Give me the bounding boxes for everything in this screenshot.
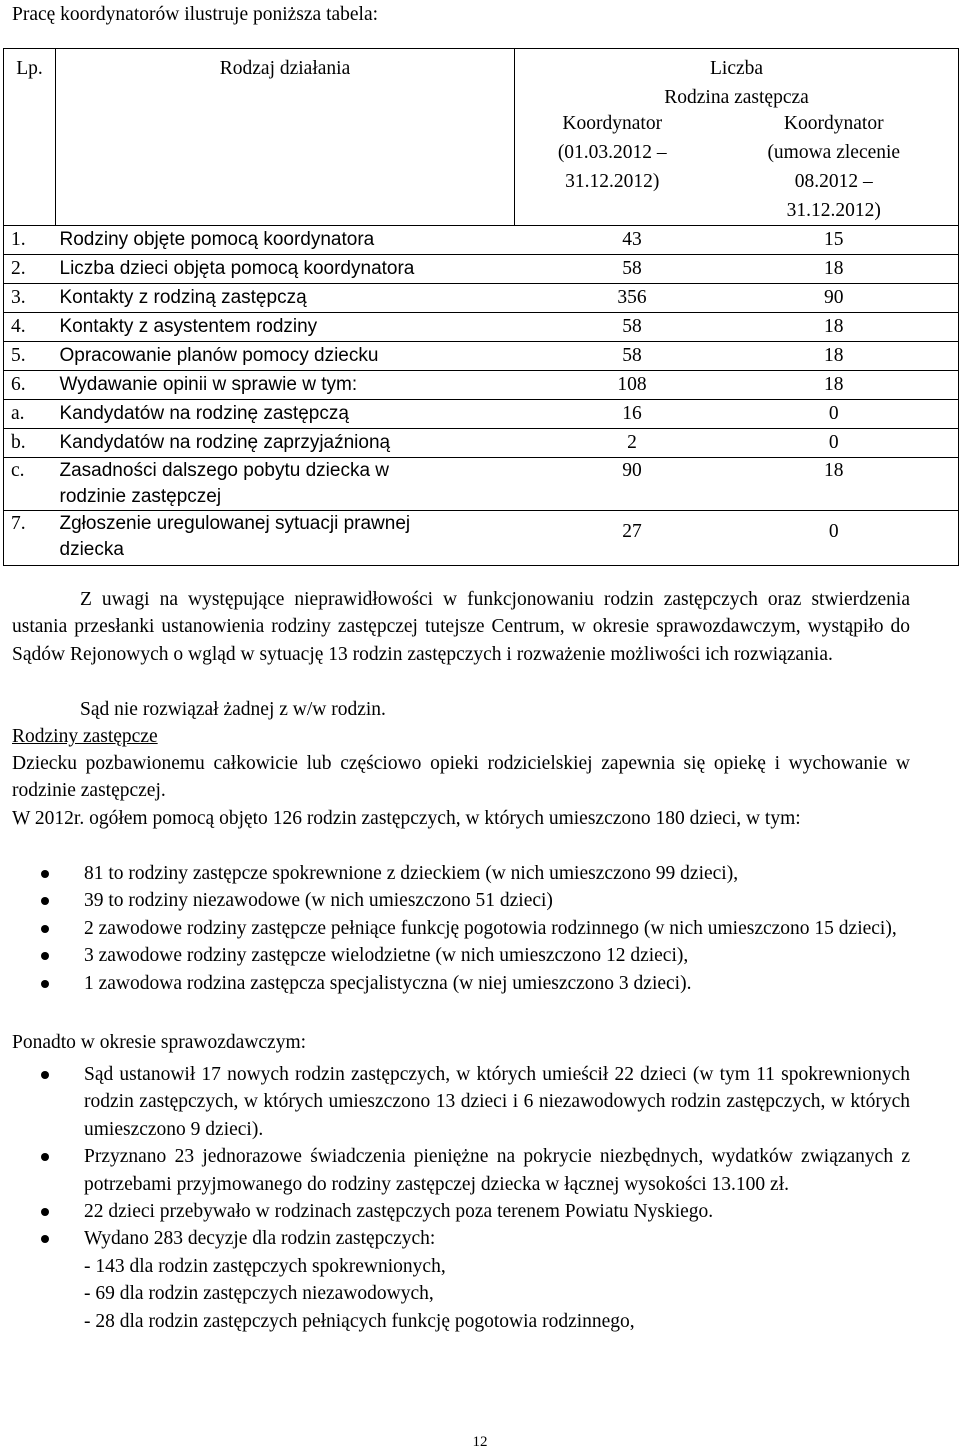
list-item: 22 dzieci przebywało w rodzinach zastępczych poza terenem Powiatu Nyskiego. — [12, 1198, 910, 1225]
header-rodzina: Rodzina zastępcza — [515, 87, 959, 109]
row-value-2: 18 — [710, 371, 959, 400]
row-lp: 4. — [4, 313, 56, 342]
row-lp: b. — [4, 429, 56, 458]
row-lp: a. — [4, 400, 56, 429]
row-value-2: 90 — [710, 284, 959, 313]
row-label: Opracowanie planów pomocy dziecku — [56, 342, 515, 371]
row-lp: c. — [4, 458, 56, 511]
header-koordynator-2: Koordynator (umowa zlecenie 08.2012 – 31.12.2012) — [710, 109, 959, 225]
list-item: Sąd ustanowił 17 nowych rodzin zastępczych, w których umieścił 22 dzieci (w tym 11 spokrewnionych rodzin zastępczych, w których umieszczono 13 dzieci i 6 niezawodowych rodzin zastępczych, w których umieszczono 9 dzieci). — [12, 1061, 910, 1143]
period-events-list — [12, 1061, 910, 1335]
list-item: 3 zawodowe rodziny zastępcze wielodzietne (w nich umieszczono 12 dzieci), — [12, 942, 910, 969]
list-item: 1 zawodowa rodzina zastępcza specjalistyczna (w niej umieszczono 3 dzieci). — [12, 970, 910, 997]
row-label: Liczba dzieci objęta pomocą koordynatora — [56, 255, 515, 284]
row-value-1: 108 — [515, 371, 710, 400]
row-lp: 7. — [4, 511, 56, 566]
bullet-icon — [41, 925, 49, 933]
family-types-list — [12, 860, 910, 997]
row-value-2: 15 — [710, 226, 959, 255]
row-value-1: 27 — [515, 511, 710, 566]
table-row — [4, 226, 959, 255]
table-row — [4, 313, 959, 342]
row-value-1: 58 — [515, 313, 710, 342]
row-value-1: 58 — [515, 342, 710, 371]
header-lp: Lp. — [4, 49, 56, 226]
row-lp: 2. — [4, 255, 56, 284]
bullet-icon — [41, 1153, 49, 1161]
row-lp: 6. — [4, 371, 56, 400]
bullet-icon — [41, 952, 49, 960]
row-value-2: 18 — [710, 255, 959, 284]
table-row — [4, 342, 959, 371]
row-value-2: 0 — [710, 400, 959, 429]
row-label: Kandydatów na rodzinę zaprzyjaźnioną — [56, 429, 515, 458]
row-value-2: 0 — [710, 429, 959, 458]
list-item: Przyznano 23 jednorazowe świadczenia pieniężne na pokrycie niezbędnych, wydatków związanych z potrzebami przyjmowanego do rodziny zastępczej dziecka w łącznej wysokości 13.100 zł. — [12, 1143, 910, 1198]
row-label: Zgłoszenie uregulowanej sytuacji prawnej dziecka — [56, 511, 515, 566]
table-row — [4, 284, 959, 313]
header-rodzaj: Rodzaj działania — [56, 49, 515, 226]
bullet-icon — [41, 1071, 49, 1079]
bullet-icon — [41, 897, 49, 905]
bullet-icon — [41, 1235, 49, 1243]
table-row — [4, 400, 959, 429]
paragraph-sad: Sąd nie rozwiązał żadnej z w/w rodzin. — [80, 699, 386, 720]
row-label: Kontakty z asystentem rodziny — [56, 313, 515, 342]
row-label: Kandydatów na rodzinę zastępczą — [56, 400, 515, 429]
row-value-1: 356 — [515, 284, 710, 313]
row-label: Rodziny objęte pomocą koordynatora — [56, 226, 515, 255]
row-value-1: 58 — [515, 255, 710, 284]
row-value-2: 18 — [710, 342, 959, 371]
decision-subitem: - 28 dla rodzin zastępczych pełniących funkcję pogotowia rodzinnego, — [84, 1310, 635, 1332]
row-lp: 3. — [4, 284, 56, 313]
decision-subitem: - 69 dla rodzin zastępczych niezawodowych, — [84, 1283, 434, 1305]
list-item: 39 to rodziny niezawodowe (w nich umieszczono 51 dzieci) — [12, 887, 910, 914]
table-header-row — [4, 49, 959, 88]
paragraph-summary: W 2012r. ogółem pomocą objęto 126 rodzin zastępczych, w których umieszczono 180 dzieci, w tym: — [12, 808, 801, 829]
table-row — [4, 255, 959, 284]
row-label: Zasadności dalszego pobytu dziecka w rodzinie zastępczej — [56, 458, 515, 511]
bullet-icon — [41, 870, 49, 878]
table-row — [4, 429, 959, 458]
row-lp: 5. — [4, 342, 56, 371]
paragraph-nieprawidlowosci: Z uwagi na występujące nieprawidłowości w funkcjonowaniu rodzin zastępczych oraz stwierdzenia ustania przesłanki ustanowienia rodziny zastępczej tutejsze Centrum, w okresie sprawozdawczym, wystąpiło do Sądów Rejonowych o wgląd w sytuację 13 rodzin zastępczych i rozważenie możliwości ich rozwiązania. — [12, 589, 910, 665]
intro-text: Pracę koordynatorów ilustruje poniższa tabela: — [12, 4, 379, 25]
row-value-1: 43 — [515, 226, 710, 255]
list-item: 2 zawodowe rodziny zastępcze pełniące funkcję pogotowia rodzinnego (w nich umieszczono 15 dzieci), — [12, 915, 910, 942]
paragraph-ponadto: Ponadto w okresie sprawozdawczym: — [12, 1032, 307, 1053]
row-lp: 1. — [4, 226, 56, 255]
header-koordynator-1: Koordynator (01.03.2012 – 31.12.2012) — [557, 113, 667, 192]
coordinator-table — [3, 48, 959, 566]
row-value-2: 18 — [710, 458, 959, 511]
decision-subitem: - 143 dla rodzin zastępczych spokrewnionych, — [84, 1255, 446, 1277]
paragraph-definition: Dziecku pozbawionemu całkowicie lub częściowo opieki rodzicielskiej zapewnia się opiekę i wychowanie w rodzinie zastępczej. — [12, 753, 910, 802]
row-value-1: 90 — [515, 458, 710, 511]
row-label: Wydawanie opinii w sprawie w tym: — [56, 371, 515, 400]
page-number: 12 — [472, 1434, 488, 1450]
row-value-2: 0 — [710, 511, 959, 566]
row-value-1: 2 — [515, 429, 710, 458]
list-item: 81 to rodziny zastępcze spokrewnione z dzieckiem (w nich umieszczono 99 dzieci), — [12, 860, 910, 887]
table-row — [4, 458, 959, 511]
row-value-1: 16 — [515, 400, 710, 429]
row-label: Kontakty z rodziną zastępczą — [56, 284, 515, 313]
list-item: Wydano 283 decyzje dla rodzin zastępczych: - 143 dla rodzin zastępczych spokrewnionych, - 69 dla rodzin zastępczych niezawodowych, - 28 dla rodzin zastępczych pełniących funkcję pogotowia rodzinnego, — [12, 1225, 910, 1335]
section-heading: Rodziny zastępcze — [12, 726, 158, 747]
table-row — [4, 371, 959, 400]
bullet-icon — [41, 1208, 49, 1216]
bullet-icon — [41, 980, 49, 988]
row-value-2: 18 — [710, 313, 959, 342]
table-row — [4, 511, 959, 566]
header-liczba: Liczba — [515, 49, 959, 88]
